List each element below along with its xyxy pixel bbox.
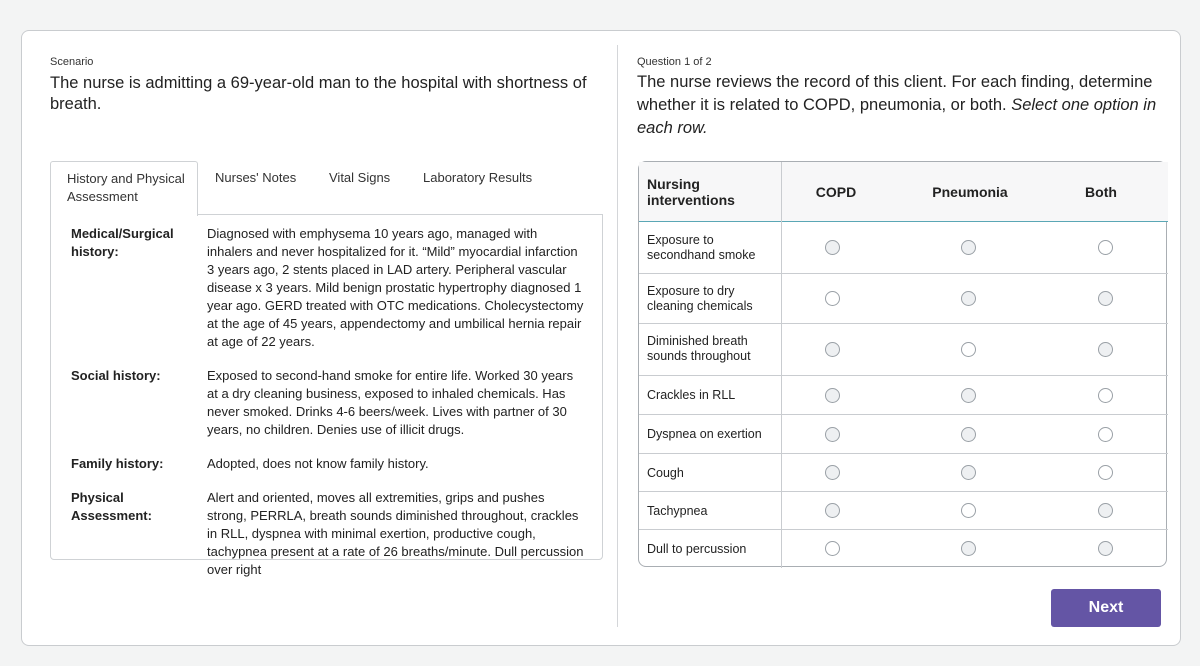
radio-copd[interactable]: [825, 541, 840, 556]
finding-label: Exposure to secondhand smoke: [647, 233, 756, 262]
question-prompt: The nurse reviews the record of this client. For each finding, determine whether it is related to COPD, pneumonia, or both.: [637, 73, 1153, 114]
matrix-row: [639, 223, 1168, 273]
radio-pneumonia[interactable]: [961, 427, 976, 442]
finding-label: Crackles in RLL: [647, 388, 736, 402]
radio-pneumonia[interactable]: [961, 240, 976, 255]
column-header-copd: COPD: [815, 184, 857, 200]
finding-label: Dull to percussion: [647, 542, 747, 556]
matrix-header: [639, 162, 1168, 222]
column-header-pneumonia: Pneumonia: [932, 184, 1008, 200]
tab-laboratory-results[interactable]: Laboratory Results: [423, 170, 533, 185]
tab-nurses-notes[interactable]: Nurses' Notes: [215, 170, 297, 185]
matrix-row: [639, 273, 1168, 323]
radio-both[interactable]: [1098, 388, 1113, 403]
radio-pneumonia[interactable]: [961, 541, 976, 556]
history-value: Exposed to second-hand smoke for entire life. Worked 30 years at a dry cleaning business, exposed to inhaled chemicals. Has never smoked. Drinks 4-6 beers/week. Lives with partner of 30 years, no children. Denies use of illicit drugs.: [207, 368, 574, 437]
history-value: Adopted, does not know family history.: [207, 456, 429, 471]
radio-copd[interactable]: [825, 465, 840, 480]
matrix-header-label: Nursing interventions: [647, 176, 735, 208]
radio-pneumonia[interactable]: [961, 291, 976, 306]
tab-vital-signs[interactable]: Vital Signs: [329, 170, 391, 185]
scenario-text: The nurse is admitting a 69-year-old man to the hospital with shortness of breath.: [50, 74, 587, 113]
radio-both[interactable]: [1098, 427, 1113, 442]
column-header-both: Both: [1085, 184, 1117, 200]
matrix-row: [639, 375, 1168, 414]
radio-both[interactable]: [1098, 503, 1113, 518]
record-tabs: [50, 161, 602, 215]
history-label: Family history:: [71, 456, 164, 471]
radio-pneumonia[interactable]: [961, 342, 976, 357]
answer-matrix: [638, 161, 1167, 567]
history-panel[interactable]: [50, 214, 603, 577]
scenario-label: Scenario: [50, 56, 94, 68]
radio-copd[interactable]: [825, 240, 840, 255]
question-text: [637, 71, 1157, 140]
radio-both[interactable]: [1098, 465, 1113, 480]
radio-copd[interactable]: [825, 503, 840, 518]
history-label: Physical Assessment:: [71, 490, 152, 523]
radio-pneumonia[interactable]: [961, 388, 976, 403]
pane-divider: [617, 45, 618, 627]
question-instruction: Select one option in each row.: [637, 96, 1157, 137]
matrix-row: [639, 491, 1168, 529]
next-button[interactable]: Next: [1051, 589, 1161, 627]
matrix-row: [639, 529, 1168, 567]
matrix-row: [639, 414, 1168, 453]
history-value: Alert and oriented, moves all extremities, grips and pushes strong, PERRLA, breath sounds diminished throughout, crackles in RLL, dyspnea with minimal exertion, productive cough, tachypnea present at a rate of 26 breaths/minute. Dull percussion over right: [207, 490, 584, 577]
radio-copd[interactable]: [825, 291, 840, 306]
finding-label: Dyspnea on exertion: [647, 427, 762, 441]
history-label: Social history:: [71, 368, 161, 383]
radio-pneumonia[interactable]: [961, 465, 976, 480]
question-counter: Question 1 of 2: [637, 56, 712, 68]
radio-pneumonia[interactable]: [961, 503, 976, 518]
radio-both[interactable]: [1098, 541, 1113, 556]
radio-copd[interactable]: [825, 388, 840, 403]
radio-both[interactable]: [1098, 240, 1113, 255]
matrix-row: [639, 323, 1168, 375]
history-value: Diagnosed with emphysema 10 years ago, managed with inhalers and never hospitalized for it. “Mild” myocardial infarction 3 years ago, 2 stents placed in LAD artery. Peripheral vascular disease x 3 years. Mild benign prostatic hypertrophy diagnosed 1 year ago. GERD treated with OTC medications. Cholecystectomy at the age of 45 years, appendectomy and umbilical hernia repair at age of 22 years.: [207, 226, 584, 349]
history-label: Medical/Surgical history:: [71, 226, 174, 259]
radio-copd[interactable]: [825, 427, 840, 442]
radio-both[interactable]: [1098, 291, 1113, 306]
tab-history-physical[interactable]: History and Physical Assessment: [50, 161, 198, 216]
assessment-card: [21, 30, 1181, 646]
finding-label: Cough: [647, 466, 684, 480]
radio-both[interactable]: [1098, 342, 1113, 357]
finding-label: Diminished breath sounds throughout: [647, 334, 751, 363]
radio-copd[interactable]: [825, 342, 840, 357]
finding-label: Tachypnea: [647, 504, 708, 518]
finding-label: Exposure to dry cleaning chemicals: [647, 284, 753, 313]
matrix-row: [639, 453, 1168, 491]
